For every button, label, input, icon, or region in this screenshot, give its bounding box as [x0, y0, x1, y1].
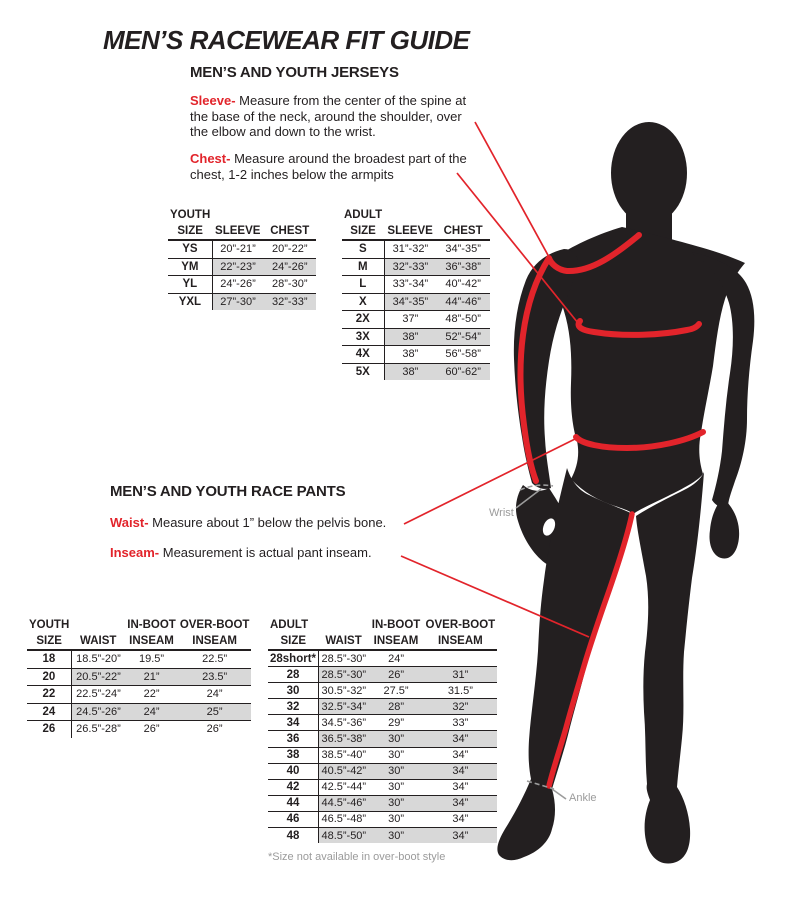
- measurement-cell: 30”: [369, 795, 424, 811]
- measurement-cell: 32”: [424, 699, 498, 715]
- table-group-label: OVER-BOOT: [425, 619, 496, 631]
- size-cell: 30: [268, 683, 319, 699]
- measurement-cell: 26”: [206, 723, 223, 736]
- table-column-header: SLEEVE: [212, 223, 263, 240]
- sleeve-callout-line: [475, 122, 549, 257]
- measurement-cell: 40.5”-42”: [319, 763, 369, 779]
- measurement-cell: 21”: [125, 668, 178, 686]
- table-row: [168, 276, 316, 294]
- inseam-note-text: Measurement is actual pant inseam.: [159, 545, 372, 560]
- size-cell: 5X: [342, 363, 384, 380]
- measurement-cell: 29”: [369, 715, 424, 731]
- table-group-label: YOUTH: [170, 209, 211, 221]
- size-cell: 4X: [342, 346, 384, 364]
- waist-term: Waist-: [110, 515, 149, 530]
- waist-note-text: Measure about 1” below the pelvis bone.: [148, 515, 387, 530]
- measurement-cell: 30”: [369, 811, 424, 827]
- measurement-cell: 23.5”: [178, 668, 252, 686]
- measurement-cell: 30”: [369, 731, 424, 747]
- table-column-header: SIZE: [168, 223, 212, 240]
- size-cell: S: [342, 240, 384, 258]
- silhouette-right-leg: [636, 472, 704, 864]
- measurement-cell: 20.5”-22”: [71, 668, 125, 686]
- measurement-cell: 30”: [369, 747, 424, 763]
- measurement-cell: 36.5”-38”: [319, 731, 369, 747]
- size-cell: YS: [168, 240, 212, 258]
- measurement-cell: 34”: [424, 747, 498, 763]
- size-cell: 24: [27, 703, 71, 721]
- measurement-cell: 34”: [424, 811, 498, 827]
- table-column-header: CHEST: [436, 223, 490, 240]
- size-cell: 32: [268, 699, 319, 715]
- measurement-cell: 34”-35”: [384, 293, 436, 311]
- measurement-cell: 34”: [424, 779, 498, 795]
- measurement-cell: 32.5”-34”: [319, 699, 369, 715]
- table-row: [27, 650, 251, 668]
- size-cell: 34: [268, 715, 319, 731]
- sleeve-note-text: Measure from the center of the spine at the base of the neck, around the shoulder, over the elbow and down to the wrist.: [190, 93, 467, 139]
- table-group-label: IN-BOOT: [127, 619, 176, 631]
- inseam-measure-note: [110, 545, 440, 561]
- table-column-header: WAIST: [319, 633, 369, 650]
- measurement-cell: 22.5”-24”: [71, 686, 125, 704]
- table-column-header: INSEAM: [178, 633, 252, 650]
- measurement-cell: 52”-54”: [436, 328, 490, 346]
- table-column-header: SIZE: [342, 223, 384, 240]
- measurement-cell: 24”: [178, 686, 252, 704]
- table-column-header: CHEST: [263, 223, 316, 240]
- table-group-label: IN-BOOT: [371, 619, 421, 631]
- measurement-cell: 37”: [384, 311, 436, 329]
- ankle-pointer-line: [552, 789, 566, 799]
- measurement-cell: 33”: [424, 715, 498, 731]
- measurement-cell: 24”-26”: [212, 276, 263, 294]
- size-cell: M: [342, 258, 384, 276]
- measurement-cell: 31”-32”: [384, 240, 436, 258]
- measurement-cell: 24”: [369, 650, 424, 667]
- measurement-cell: 22.5”: [178, 650, 252, 668]
- size-cell: 28short*: [268, 650, 319, 667]
- table-column-header: SIZE: [268, 633, 319, 650]
- size-cell: 46: [268, 811, 319, 827]
- measurement-cell: 38”: [384, 346, 436, 364]
- table-group-label: [319, 617, 369, 633]
- measurement-cell: 26”: [369, 667, 424, 683]
- size-cell: YL: [168, 276, 212, 294]
- chest-callout-line: [457, 173, 578, 323]
- table-column-header: SIZE: [27, 633, 71, 650]
- measurement-cell: 34”-35”: [436, 240, 490, 258]
- chest-note-text: Measure around the broadest part of the chest, 1-2 inches below the armpits: [190, 151, 467, 182]
- measurement-cell: 24”: [125, 703, 178, 721]
- measurement-cell: 25”: [178, 703, 252, 721]
- measurement-cell: 38”: [384, 363, 436, 380]
- inseam-term: Inseam-: [110, 545, 160, 560]
- measurement-cell: 48”-50”: [436, 311, 490, 329]
- measurement-cell: 44”-46”: [436, 293, 490, 311]
- size-cell: 40: [268, 763, 319, 779]
- measurement-cell: 27”-30”: [212, 293, 263, 310]
- size-cell: X: [342, 293, 384, 311]
- measurement-cell: 38”: [384, 328, 436, 346]
- measurement-cell: 38.5”-40”: [319, 747, 369, 763]
- table-group-label: ADULT: [270, 619, 309, 631]
- measurement-cell: 24.5”-26”: [71, 703, 125, 721]
- measurement-cell: 44.5”-46”: [319, 795, 369, 811]
- table-group-label: [212, 207, 263, 223]
- measurement-cell: 24”-26”: [263, 258, 316, 276]
- measurement-cell: 20”-21”: [212, 240, 263, 258]
- measurement-cell: 31.5”: [424, 683, 498, 699]
- silhouette-left-leg: [497, 468, 633, 860]
- waist-measure-note: [110, 515, 440, 531]
- chest-term: Chest-: [190, 151, 231, 166]
- table-row: [27, 703, 251, 721]
- measurement-cell: 40”-42”: [436, 276, 490, 294]
- measurement-cell: 28”-30”: [263, 276, 316, 294]
- measurement-cell: 30”: [369, 828, 424, 844]
- youth-pants-table: [27, 617, 251, 738]
- table-group-label: [263, 207, 316, 223]
- measurement-cell: 34”: [424, 763, 498, 779]
- table-column-header: INSEAM: [125, 633, 178, 650]
- measurement-cell: 60”-62”: [436, 363, 490, 380]
- jerseys-section-heading: MEN’S AND YOUTH JERSEYS: [190, 64, 399, 81]
- size-cell: 36: [268, 731, 319, 747]
- table-row: [27, 668, 251, 686]
- size-cell: 26: [27, 721, 71, 738]
- measurement-cell: 26.5”-28”: [76, 723, 121, 736]
- size-cell: YM: [168, 258, 212, 276]
- size-cell: YXL: [168, 293, 212, 310]
- measurement-cell: 19.5”: [125, 650, 178, 668]
- measurement-cell: 31”: [424, 667, 498, 683]
- measurement-cell: 22”: [125, 686, 178, 704]
- table-row: [27, 686, 251, 704]
- measurement-cell: 30”: [369, 779, 424, 795]
- measurement-cell: 28.5”-30”: [319, 667, 369, 683]
- measurement-cell: 30”: [369, 763, 424, 779]
- table-column-header: WAIST: [71, 633, 125, 650]
- pants-section-heading: MEN’S AND YOUTH RACE PANTS: [110, 483, 346, 500]
- measurement-cell: 34”: [424, 731, 498, 747]
- measurement-cell: 32”-33”: [263, 293, 316, 310]
- table-row: [168, 258, 316, 276]
- table-row: [168, 293, 316, 310]
- measurement-cell: 33”-34”: [384, 276, 436, 294]
- size-cell: 42: [268, 779, 319, 795]
- measurement-cell: 30.5”-32”: [319, 683, 369, 699]
- measurement-cell: 36”-38”: [436, 258, 490, 276]
- measurement-cell: 32”-33”: [384, 258, 436, 276]
- measurement-cell: 27.5”: [369, 683, 424, 699]
- youth-jerseys-table: [168, 207, 316, 310]
- measurement-cell: 20”-22”: [263, 240, 316, 258]
- overboot-footnote: *Size not available in over-boot style: [268, 851, 446, 863]
- measurement-cell: 18.5”-20”: [71, 650, 125, 668]
- measurement-cell: 48.5”-50”: [319, 828, 369, 844]
- wrist-label: Wrist: [489, 507, 514, 519]
- table-row: [27, 721, 251, 738]
- measurement-cell: 26”: [143, 723, 160, 736]
- measurement-cell: 34”: [424, 795, 498, 811]
- size-cell: 44: [268, 795, 319, 811]
- table-column-header: SLEEVE: [384, 223, 436, 240]
- measurement-cell: 56”-58”: [436, 346, 490, 364]
- table-column-header: INSEAM: [424, 633, 498, 650]
- size-cell: 18: [27, 650, 71, 668]
- size-cell: 28: [268, 667, 319, 683]
- table-row: [168, 240, 316, 258]
- silhouette-right-hand: [709, 501, 739, 559]
- measurement-cell: 22”-23”: [212, 258, 263, 276]
- size-cell: 38: [268, 747, 319, 763]
- size-cell: 22: [27, 686, 71, 704]
- measurement-cell: 34”: [424, 828, 498, 844]
- size-cell: L: [342, 276, 384, 294]
- table-group-label: OVER-BOOT: [179, 619, 250, 631]
- table-group-label: YOUTH: [29, 619, 70, 631]
- measurement-cell: 28.5”-30”: [319, 650, 369, 667]
- measurement-cell: 42.5”-44”: [319, 779, 369, 795]
- size-cell: 2X: [342, 311, 384, 329]
- table-column-header: INSEAM: [369, 633, 424, 650]
- sleeve-term: Sleeve-: [190, 93, 236, 108]
- measurement-cell: 34.5”-36”: [319, 715, 369, 731]
- size-cell: 3X: [342, 328, 384, 346]
- ankle-label: Ankle: [569, 792, 597, 804]
- page-title: MEN’S RACEWEAR FIT GUIDE: [103, 25, 470, 55]
- size-cell: 48: [268, 828, 319, 844]
- size-cell: 20: [27, 668, 71, 686]
- measurement-cell: 28”: [369, 699, 424, 715]
- table-group-label: [71, 617, 125, 633]
- body-measurement-figure: [395, 100, 775, 890]
- table-group-label: ADULT: [344, 209, 383, 221]
- measurement-cell: 46.5”-48”: [319, 811, 369, 827]
